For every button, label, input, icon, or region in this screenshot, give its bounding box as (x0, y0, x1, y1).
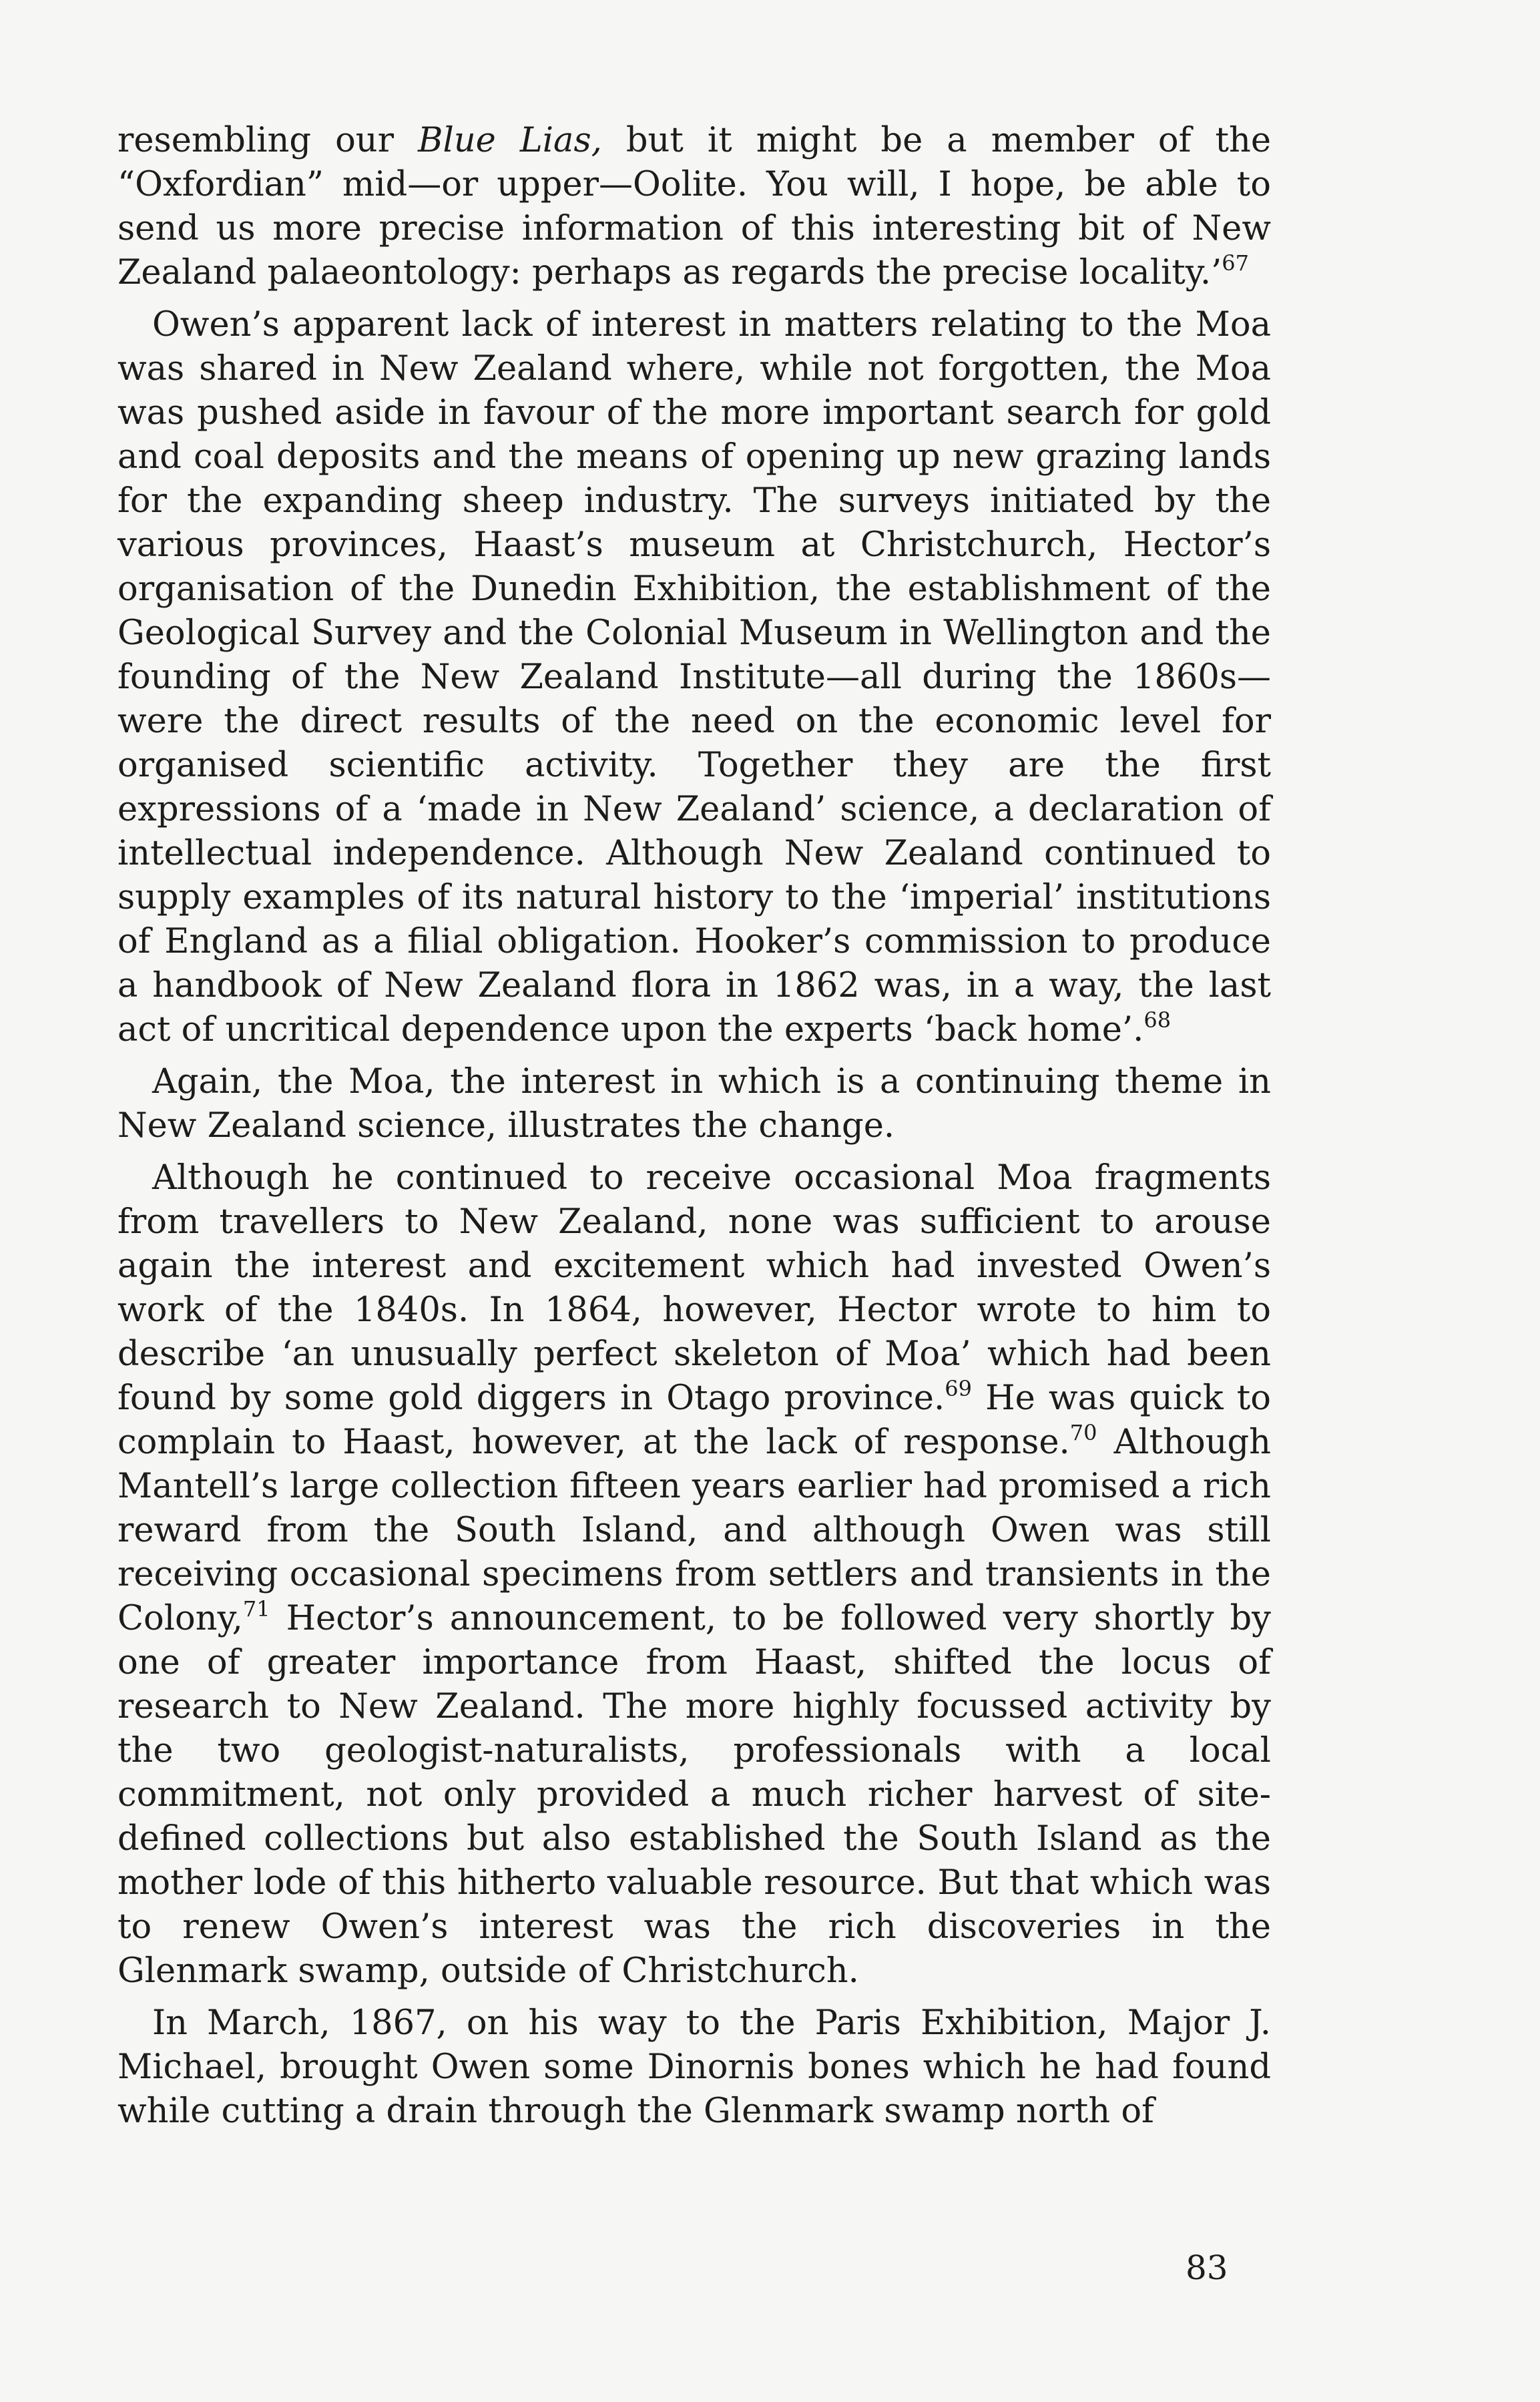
footnote-ref: 71 (242, 1596, 270, 1622)
text-run: but it might be a member of the “Oxfordian” mid—or upper—Oolite. You will, I hope, be able to send us more precise information of this interesting bit of New Zealand palaeontology: perhaps as regards the precise locality.’ (117, 121, 1272, 292)
text-run: He was quick to complain to Haast, however, at the lack of response. (117, 1379, 1271, 1462)
text-run: Again, the Moa, the interest in which is a continuing theme in New Zealand science, illustrates the change. (117, 1062, 1271, 1146)
text-run: Hector’s announcement, to be followed very shortly by one of greater importance from Haast, shifted the locus of research to New Zealand. The more highly focussed activity by the two geologist-naturalists, professionals with a local commitment, not only provided a much richer harvest of site-defined collections but also established the South Island as the mother lode of this hitherto valuable resource. But that which was to renew Owen’s interest was the rich discoveries in the Glenmark swamp, outside of Christchurch. (117, 1599, 1271, 1991)
footnote-ref: 67 (1222, 250, 1249, 276)
text-run: resembling our (117, 121, 419, 160)
page-body (117, 119, 1271, 2142)
paragraph-p2 (117, 303, 1271, 1052)
italic-text: Blue Lias, (418, 121, 602, 160)
footnote-ref: 68 (1143, 1007, 1172, 1033)
paragraph-p1 (117, 119, 1271, 295)
text-run: Owen’s apparent lack of interest in matters relating to the Moa was shared in New Zealand where, while not forgotten, the Moa was pushed aside in favour of the more important search for gold and coal deposits and the means of opening up new grazing lands for the expanding sheep industry. The surveys initiated by the various provinces, Haast’s museum at Christchurch, Hector’s organisation of the Dunedin Exhibition, the establishment of the Geological Survey and the Colonial Museum in Wellington and the founding of the New Zealand Institute—all during the 1860s—were the direct results of the need on the economic level for organised scientific activity. Together they are the first expressions of a ‘made in New Zealand’ science, a declaration of intellectual independence. Although New Zealand continued to supply examples of its natural history to the ‘imperial’ institutions of England as a filial obligation. Hooker’s commission to produce a handbook of New Zealand flora in 1862 was, in a way, the last act of uncritical dependence upon the experts ‘back home’. (117, 305, 1271, 1049)
text-run: Although Mantell’s large collection fifteen years earlier had promised a rich reward from the South Island, and although Owen was still receiving occasional specimens from settlers and transients in the Colony, (117, 1423, 1271, 1638)
footnote-ref: 69 (945, 1376, 972, 1401)
paragraph-p3 (117, 1060, 1271, 1148)
paragraph-p4 (117, 1156, 1271, 1993)
text-run: In March, 1867, on his way to the Paris Exhibition, Major J. Michael, brought Owen some Dinornis bones which he had found while cutting a drain through the Glenmark swamp north of (117, 2003, 1271, 2131)
page-number: 83 (1186, 2248, 1228, 2287)
footnote-ref: 70 (1069, 1420, 1097, 1445)
text-run: Although he continued to receive occasional Moa fragments from travellers to New Zealand, none was sufficient to arouse again the interest and excitement which had invested Owen’s work of the 1840s. In 1864, however, Hector wrote to him to describe ‘an unusually perfect skeleton of Moa’ which had been found by some gold diggers in Otago province. (117, 1158, 1271, 1418)
paragraph-p5 (117, 2001, 1271, 2134)
